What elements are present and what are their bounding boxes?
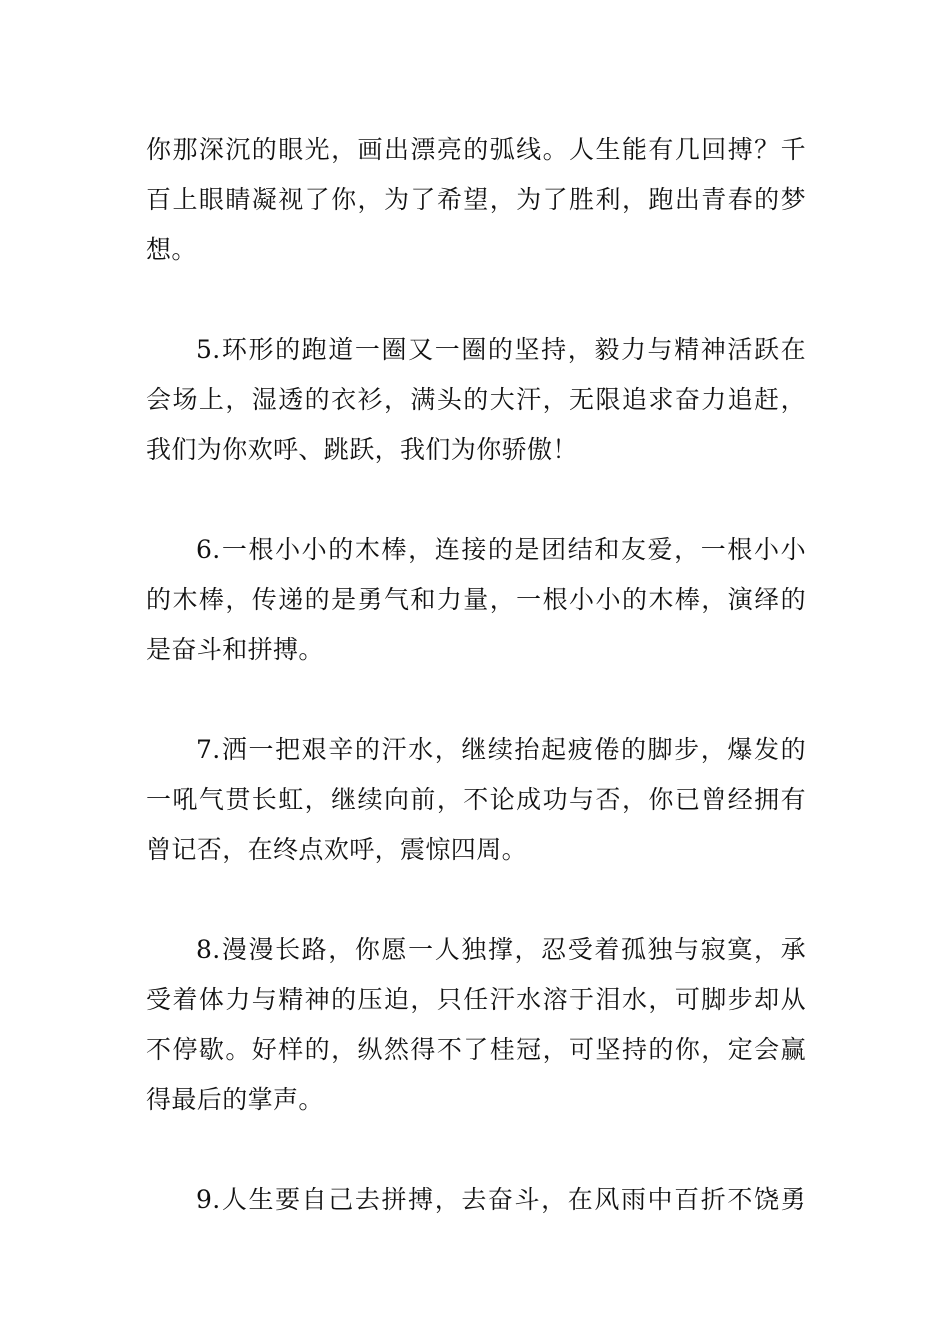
paragraph-line: 受着体力与精神的压迫，只任汗水溶于泪水，可脚步却从	[146, 985, 806, 1014]
paragraph-line: 不停歇。好样的，纵然得不了桂冠，可坚持的你，定会赢	[146, 1035, 806, 1064]
paragraph-line: 的木棒，传递的是勇气和力量，一根小小的木棒，演绎的	[146, 585, 806, 614]
paragraph-line: 曾记否，在终点欢呼，震惊四周。	[146, 835, 528, 864]
paragraph-line: 我们为你欢呼、跳跃，我们为你骄傲！	[146, 435, 578, 464]
paragraph-line: 8.漫漫长路，你愿一人独撑，忍受着孤独与寂寞，承	[196, 935, 806, 964]
paragraph-line: 一吼气贯长虹，继续向前，不论成功与否，你已曾经拥有	[146, 785, 806, 814]
paragraph-line: 百上眼睛凝视了你，为了希望，为了胜利，跑出青春的梦	[146, 185, 806, 214]
paragraph-line: 得最后的掌声。	[146, 1085, 324, 1114]
paragraph-line: 会场上，湿透的衣衫，满头的大汗，无限追求奋力追赶，	[146, 385, 806, 414]
paragraph-line: 想。	[146, 235, 197, 264]
paragraph-line: 是奋斗和拼搏。	[146, 635, 324, 664]
paragraph-line: 7.洒一把艰辛的汗水，继续抬起疲倦的脚步，爆发的	[196, 735, 806, 764]
paragraph-line: 6.一根小小的木棒，连接的是团结和友爱，一根小小	[196, 535, 806, 564]
paragraph-line: 9.人生要自己去拼搏，去奋斗，在风雨中百折不饶勇	[196, 1185, 806, 1214]
paragraph-line: 5.环形的跑道一圈又一圈的坚持，毅力与精神活跃在	[196, 335, 806, 364]
paragraph-line: 你那深沉的眼光，画出漂亮的弧线。人生能有几回搏？千	[146, 135, 806, 164]
